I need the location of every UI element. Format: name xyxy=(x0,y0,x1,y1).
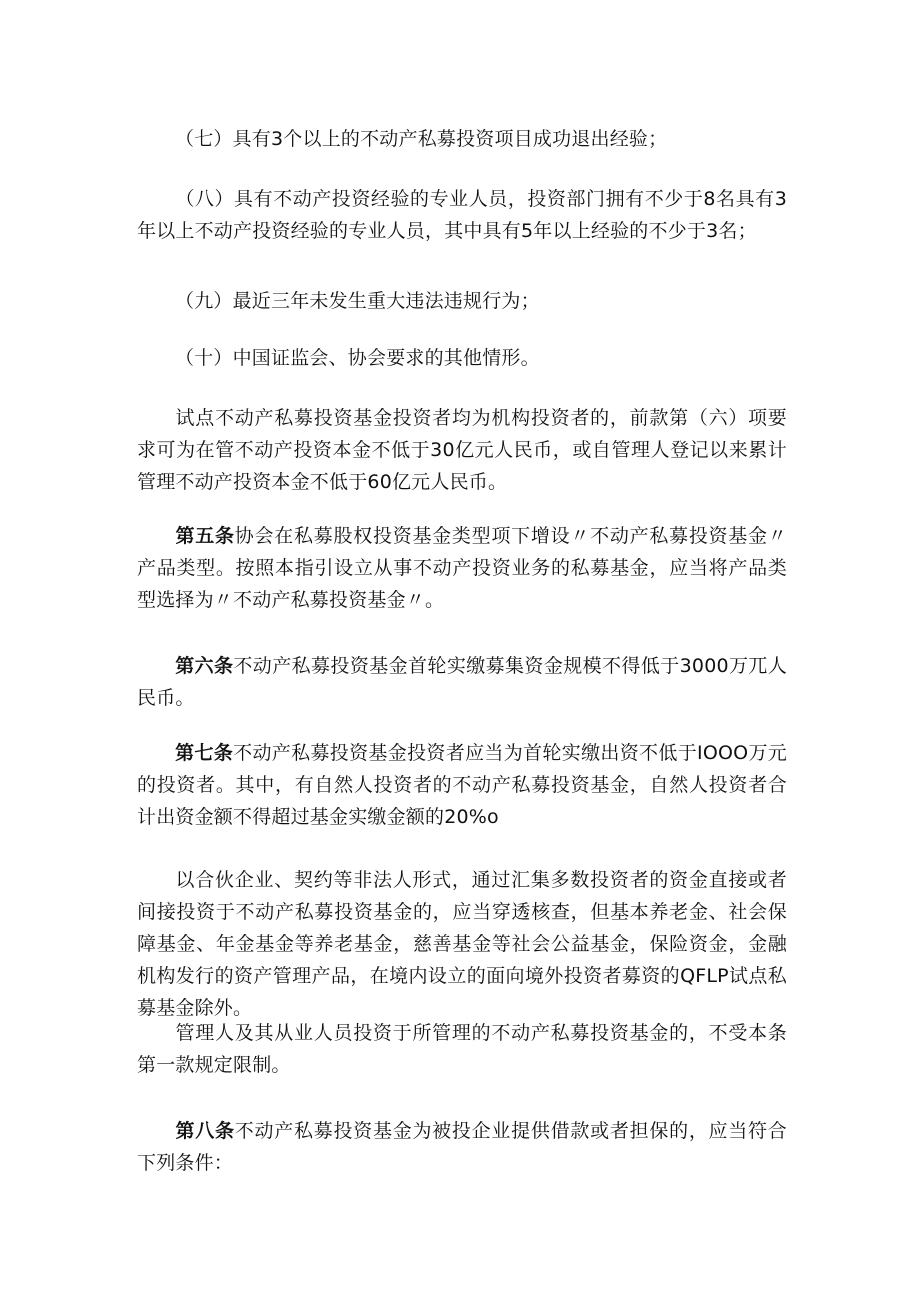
paragraph-text: （八）具有不动产投资经验的专业人员，投资部门拥有不少于8名具有3年以上不动产投资经验的专业人员，其中具有5年以上经验的不少于3名； xyxy=(137,188,787,242)
paragraph-institutional-investors xyxy=(137,402,787,498)
article-7 xyxy=(137,737,787,833)
article-number: 第七条 xyxy=(175,742,234,764)
paragraph-text: （九）最近三年未发生重大违法违规行为； xyxy=(175,290,540,312)
paragraph-text: （十）中国证监会、协会要求的其他情形。 xyxy=(175,347,540,369)
paragraph-text: 管理人及其从业人员投资于所管理的不动产私募投资基金的，不受本条第一款规定限制。 xyxy=(137,1022,787,1076)
paragraph-text: 不动产私募投资基金首轮实缴募集资金规模不得低于3000万兀人民币。 xyxy=(137,655,787,709)
paragraph-manager-investment xyxy=(137,1017,787,1081)
article-6 xyxy=(137,650,787,714)
article-8 xyxy=(137,1115,787,1179)
paragraph-text: （七）具有3个以上的不动产私募投资项目成功退出经验； xyxy=(175,128,668,150)
paragraph-item-10 xyxy=(137,342,787,374)
paragraph-text: 协会在私募股权投资基金类型项下增设〃不动产私募投资基金〃产品类型。按照本指引设立从事不动产投资业务的私募基金，应当将产品类型选择为〃不动产私募投资基金〃。 xyxy=(137,525,787,611)
paragraph-text: 试点不动产私募投资基金投资者均为机构投资者的，前款第（六）项要求可为在管不动产投资本金不低于30亿元人民币，或自管理人登记以来累计管理不动产投资本金不低于60亿元人民币。 xyxy=(137,407,787,493)
article-number: 第五条 xyxy=(175,525,235,547)
paragraph-text: 不动产私募投资基金投资者应当为首轮实缴出资不低于IOOO万元的投资者。其中，有自然人投资者的不动产私募投资基金，自然人投资者合计出资金额不得超过基金实缴金额的20%o xyxy=(137,742,787,828)
paragraph-item-9 xyxy=(137,285,787,317)
article-number: 第六条 xyxy=(175,655,234,677)
paragraph-text: 不动产私募投资基金为被投企业提供借款或者担保的，应当符合下列条件： xyxy=(137,1120,787,1174)
article-number: 第八条 xyxy=(175,1120,235,1142)
paragraph-text: 以合伙企业、契约等非法人形式，通过汇集多数投资者的资金直接或者间接投资于不动产私募投资基金的，应当穿透核查，但基本养老金、社会保障基金、年金基金等养老基金，慈善基金等社会公益基金，保险资金，金融机构发行的资产管理产品，在境内设立的面向境外投资者募资的QFLP试点私募基金除外。 xyxy=(137,869,787,1019)
article-5 xyxy=(137,520,787,616)
paragraph-item-8 xyxy=(137,183,787,247)
paragraph-item-7 xyxy=(137,123,787,155)
paragraph-penetration-check xyxy=(137,864,787,1024)
